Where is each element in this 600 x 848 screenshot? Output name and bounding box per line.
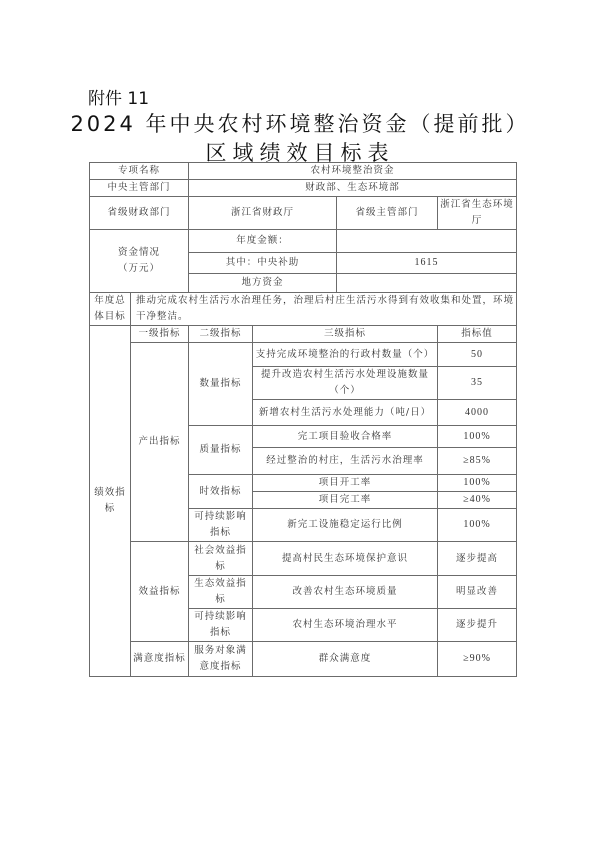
header-level3: 三级指标 [253, 326, 438, 343]
prov-dept-label: 省级主管部门 [337, 197, 438, 230]
prov-finance-label: 省级财政部门 [90, 197, 189, 230]
indicator-value: 逐步提升 [438, 609, 517, 642]
funds-label [90, 230, 189, 293]
table-row [90, 642, 517, 677]
indicator-name: 经过整治的村庄，生活污水治理率 [253, 448, 438, 475]
annual-goal-label-line1: 年度总 [94, 295, 126, 306]
performance-indicators-label [90, 326, 131, 677]
indicator-value: 50 [438, 343, 517, 367]
sustainable-benefit-label: 可持续影响指标 [189, 609, 253, 642]
row-annual-goal [90, 293, 517, 326]
indicator-name: 提升改造农村生活污水处理设施数量（个） [253, 367, 438, 400]
indicator-value: 100% [438, 475, 517, 492]
funds-label-line1: 资金情况 [118, 247, 161, 258]
sustainability-indicators-label: 可持续影响指标 [189, 509, 253, 542]
service-satisfaction-label: 服务对象满意度指标 [189, 642, 253, 677]
project-name-label: 专项名称 [90, 163, 189, 180]
output-indicators-label: 产出指标 [131, 343, 189, 542]
social-benefit-label: 社会效益指标 [189, 542, 253, 576]
indicator-name: 新增农村生活污水处理能力（吨/日） [253, 400, 438, 426]
attachment-label: 附件 11 [88, 89, 150, 109]
indicator-value: ≥90% [438, 642, 517, 677]
central-subsidy-label: 其中：中央补助 [189, 253, 337, 274]
indicator-name: 新完工设施稳定运行比例 [253, 509, 438, 542]
header-level1: 一级指标 [131, 326, 189, 343]
ecological-benefit-label: 生态效益指标 [189, 576, 253, 609]
indicator-value: 逐步提高 [438, 542, 517, 576]
annual-goal-label-line2: 体目标 [94, 311, 126, 322]
indicator-name: 完工项目验收合格率 [253, 426, 438, 448]
perf-label-line1: 绩效指 [94, 487, 126, 498]
indicator-value: ≥40% [438, 492, 517, 509]
prov-dept-value: 浙江省生态环境厅 [438, 197, 517, 230]
indicator-value: 100% [438, 509, 517, 542]
row-indicator-headers [90, 326, 517, 343]
indicator-value: ≥85% [438, 448, 517, 475]
indicator-name: 项目完工率 [253, 492, 438, 509]
local-funds-value [337, 274, 517, 293]
header-level2: 二级指标 [189, 326, 253, 343]
quality-indicators-label: 质量指标 [189, 426, 253, 475]
annual-goal-label [90, 293, 131, 326]
central-dept-label: 中央主管部门 [90, 180, 189, 197]
row-funds-annual [90, 230, 517, 253]
indicator-name: 群众满意度 [253, 642, 438, 677]
central-dept-value: 财政部、生态环境部 [189, 180, 517, 197]
timeliness-indicators-label: 时效指标 [189, 475, 253, 509]
header-value: 指标值 [438, 326, 517, 343]
document-subtitle: 区域绩效目标表 [205, 141, 395, 165]
indicator-value: 4000 [438, 400, 517, 426]
benefit-indicators-label: 效益指标 [131, 542, 189, 642]
local-funds-label: 地方资金 [189, 274, 337, 293]
annual-amount-label: 年度金额： [189, 230, 337, 253]
annual-amount-value [337, 230, 517, 253]
document-title: 2024 年中央农村环境整治资金（提前批） [70, 112, 530, 136]
indicator-name: 项目开工率 [253, 475, 438, 492]
central-subsidy-value: 1615 [337, 253, 517, 274]
row-project-name [90, 163, 517, 180]
indicator-name: 农村生态环境治理水平 [253, 609, 438, 642]
quantity-indicators-label: 数量指标 [189, 343, 253, 426]
indicator-value: 35 [438, 367, 517, 400]
performance-target-table [89, 162, 517, 677]
indicator-name: 提高村民生态环境保护意识 [253, 542, 438, 576]
perf-label-line2: 标 [104, 503, 116, 514]
project-name-value: 农村环境整治资金 [189, 163, 517, 180]
indicator-name: 支持完成环境整治的行政村数量（个） [253, 343, 438, 367]
indicator-name: 改善农村生态环境质量 [253, 576, 438, 609]
table-row [90, 343, 517, 367]
prov-finance-value: 浙江省财政厅 [189, 197, 337, 230]
row-provincial-depts [90, 197, 517, 230]
indicator-value: 明显改善 [438, 576, 517, 609]
indicator-value: 100% [438, 426, 517, 448]
row-central-dept [90, 180, 517, 197]
annual-goal-text: 推动完成农村生活污水治理任务，治理后村庄生活污水得到有效收集和处置，环境干净整洁。 [131, 293, 517, 326]
funds-label-line2: （万元） [118, 263, 161, 274]
table-row [90, 542, 517, 576]
satisfaction-indicators-label: 满意度指标 [131, 642, 189, 677]
